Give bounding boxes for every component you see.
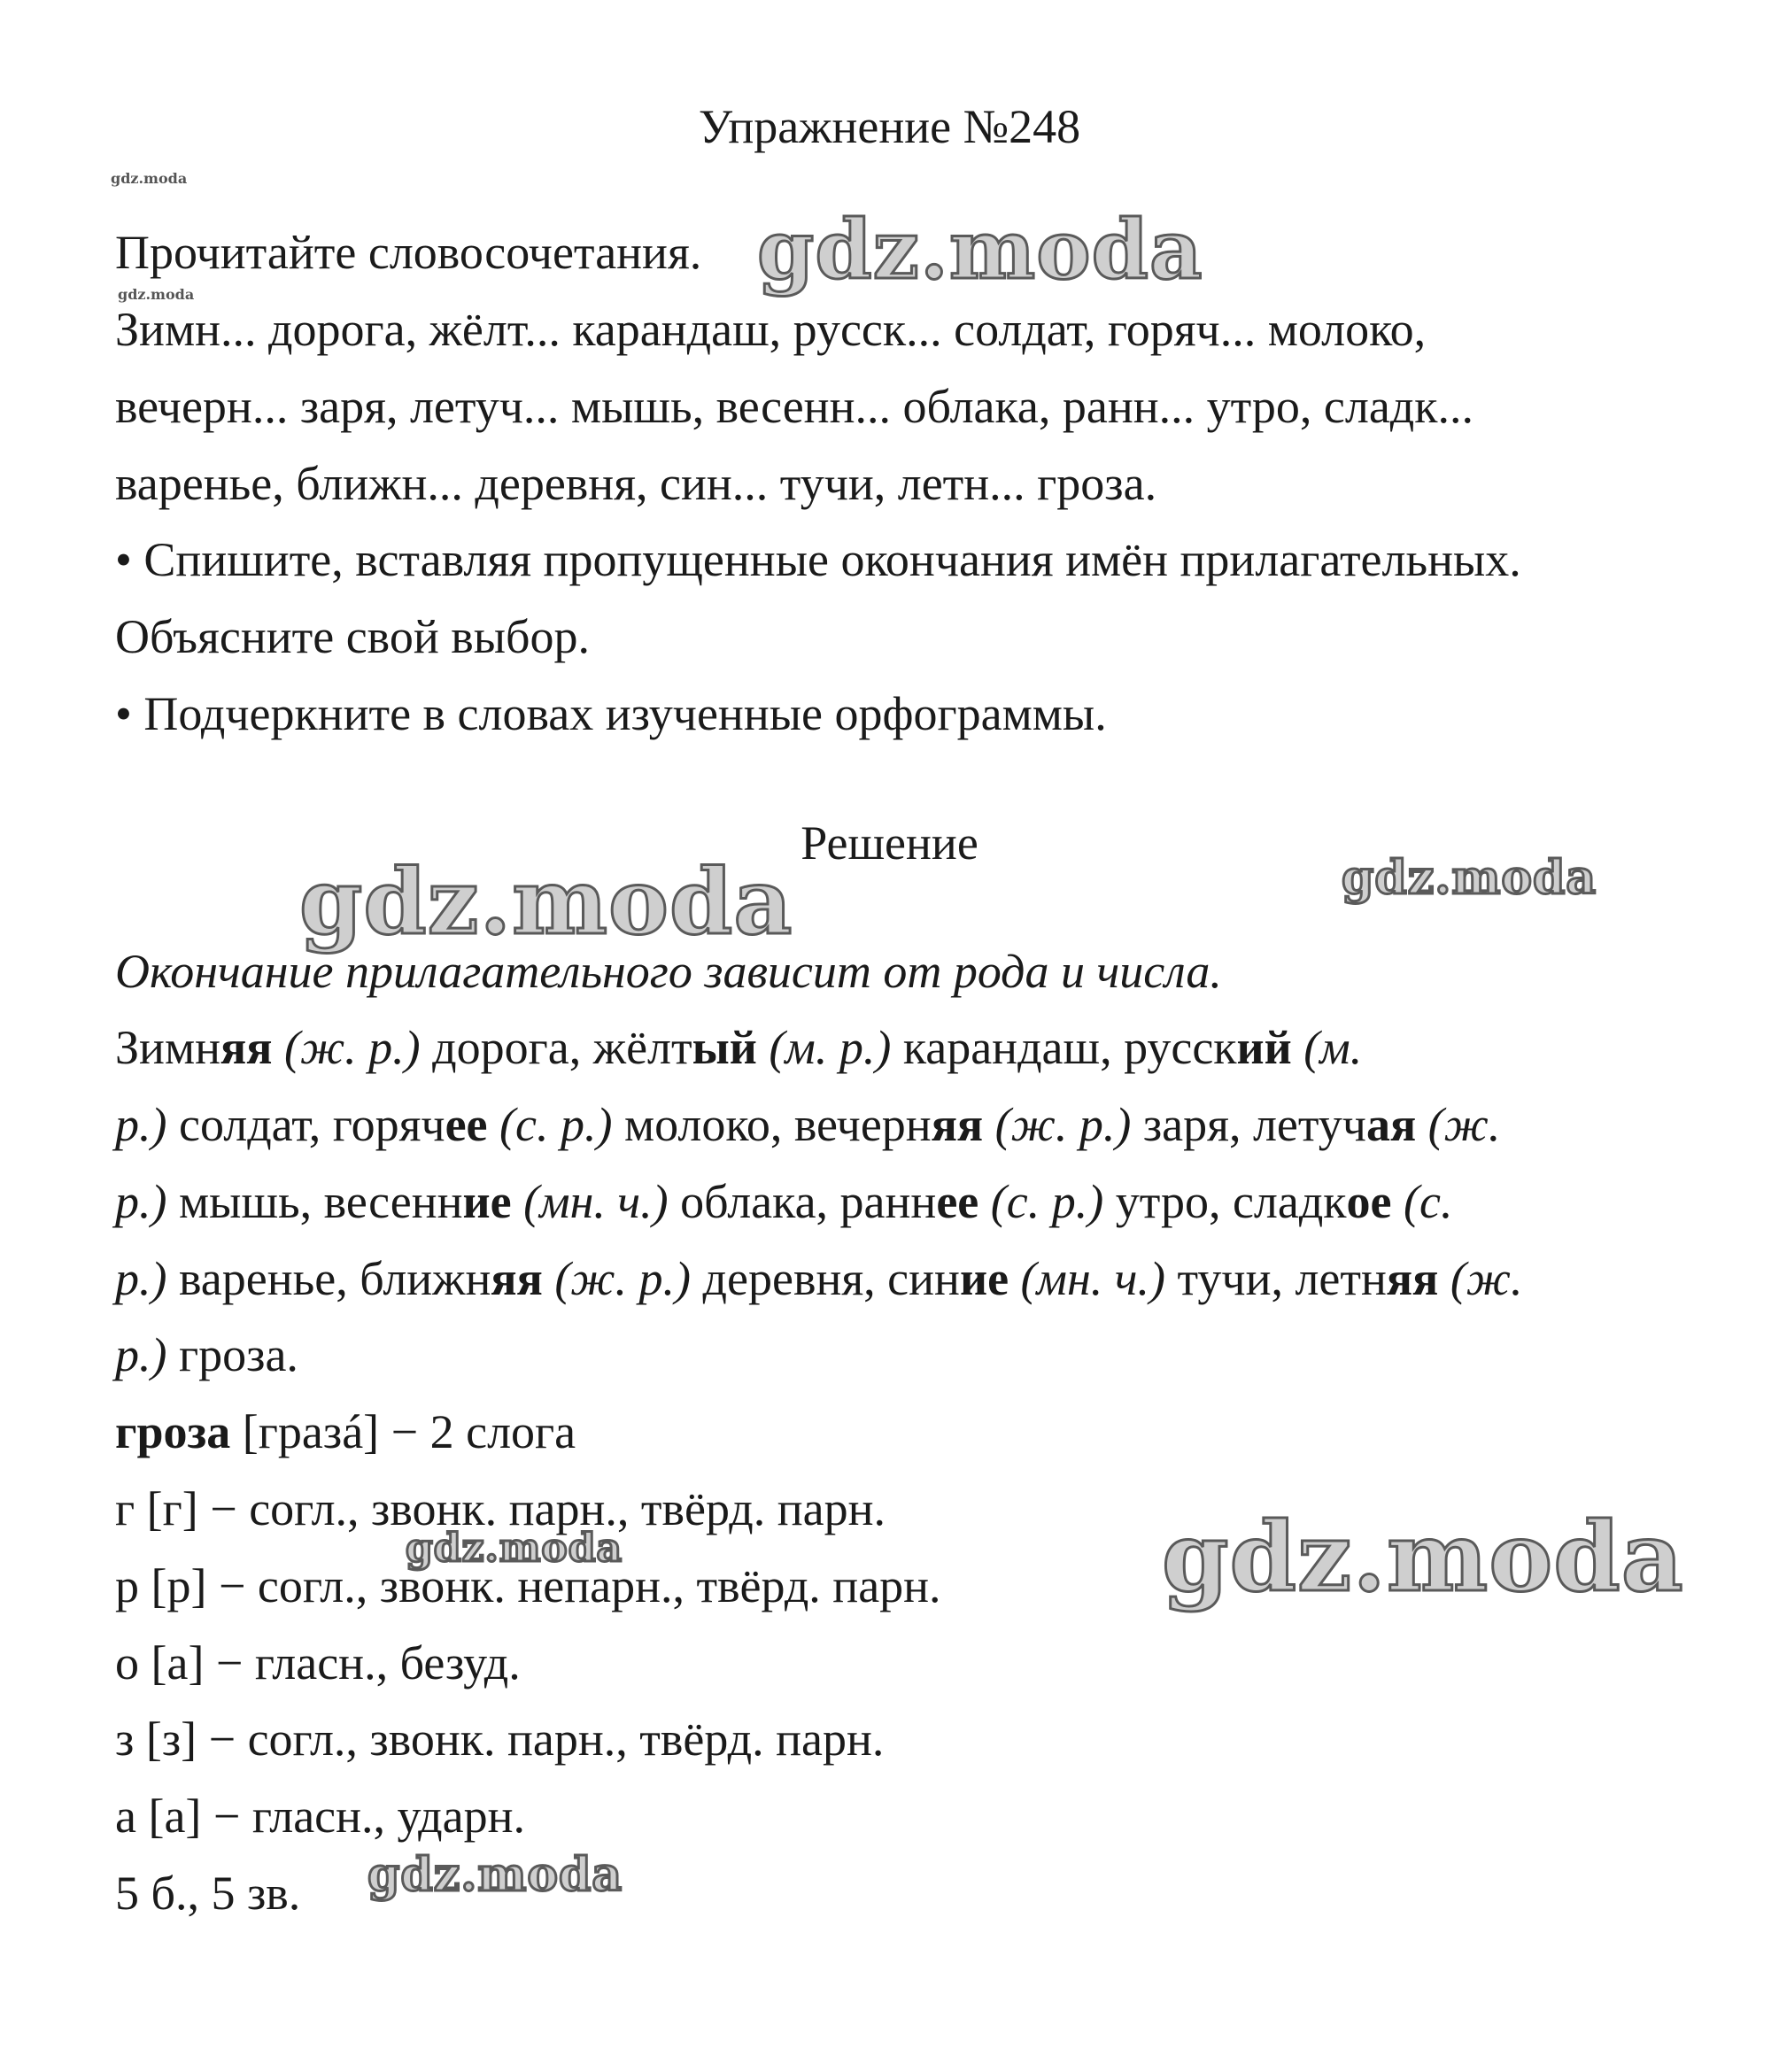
phonetic-summary: 5 б., 5 зв. — [115, 1867, 301, 1920]
solution-line — [115, 1252, 1523, 1305]
adjective-ending: ая — [1365, 1098, 1417, 1151]
gender-note: (м. — [1303, 1021, 1363, 1074]
phonetic-sound-5: а [а] − гласн., ударн. — [115, 1790, 525, 1843]
solution-text: мышь, весенн — [166, 1175, 463, 1228]
solution-text — [983, 1098, 995, 1151]
gender-note: (м. р.) — [769, 1021, 892, 1074]
solution-text — [1009, 1252, 1021, 1305]
adjective-ending: яя — [491, 1252, 543, 1305]
solution-text: дорога, жёлт — [420, 1021, 692, 1074]
solution-text — [1416, 1098, 1428, 1151]
solution-text: молоко, вечерн — [612, 1098, 932, 1151]
solution-text: варенье, ближн — [166, 1252, 491, 1305]
watermark-small: gdz.moda — [118, 286, 195, 303]
gender-note: (мн. ч.) — [523, 1175, 669, 1228]
gender-note: (ж. р.) — [994, 1098, 1132, 1151]
phonetic-transcription: [грaзá] − 2 слога — [230, 1405, 576, 1458]
gender-note: р.) — [115, 1098, 167, 1151]
solution-title: Решение — [801, 816, 978, 870]
solution-line — [115, 1175, 1453, 1228]
exercise-intro: Прочитайте словосочетания. — [115, 226, 702, 279]
exercise-task-1b: Объясните свой выбор. — [115, 610, 590, 663]
gender-note: р.) — [115, 1252, 167, 1305]
solution-text: тучи, летн — [1165, 1252, 1387, 1305]
phonetic-sound-4: з [з] − согл., звонк. парн., твёрд. парн. — [115, 1712, 885, 1766]
exercise-title: Упражнение №248 — [698, 100, 1081, 153]
gender-note: (с. — [1404, 1175, 1453, 1228]
watermark-logo: gdz.moda — [757, 202, 1203, 298]
gender-note: (с. р.) — [499, 1098, 613, 1151]
exercise-task-1: • Спишите, вставляя пропущенные окончания имён прилагательных. — [115, 533, 1521, 586]
adjective-ending: ие — [959, 1252, 1009, 1305]
solution-text: солдат, горяч — [166, 1098, 445, 1151]
watermark-logo: gdz.moda — [299, 849, 793, 955]
solution-text — [543, 1252, 555, 1305]
gender-note: р.) — [115, 1328, 167, 1381]
solution-text: заря, летуч — [1131, 1098, 1366, 1151]
adjective-ending: яя — [1386, 1252, 1439, 1305]
gender-note: (ж. р.) — [554, 1252, 692, 1305]
exercise-task-2: • Подчеркните в словах изученные орфограммы. — [115, 687, 1107, 740]
solution-text: облака, ранн — [668, 1175, 937, 1228]
solution-text — [272, 1021, 284, 1074]
adjective-ending: ее — [445, 1098, 488, 1151]
solution-line — [115, 1021, 1363, 1074]
gender-note: (ж. — [1427, 1098, 1501, 1151]
solution-text — [1292, 1021, 1304, 1074]
solution-text — [1392, 1175, 1404, 1228]
watermark-small: gdz.moda — [111, 170, 188, 187]
gender-note: (ж. — [1450, 1252, 1523, 1305]
solution-text: гроза. — [166, 1328, 298, 1381]
exercise-words-line-1: Зимн... дорога, жёлт... карандаш, русск... солдат, горяч... молоко, — [115, 303, 1427, 356]
phonetic-sound-1: г [г] − согл., звонк. парн., твёрд. парн. — [115, 1482, 886, 1535]
phonetic-sound-3: о [а] − гласн., безуд. — [115, 1636, 521, 1689]
phonetic-sound-2: р [р] − согл., звонк. непарн., твёрд. парн. — [115, 1559, 941, 1612]
adjective-ending: ее — [936, 1175, 979, 1228]
phonetic-word: гроза — [115, 1405, 231, 1458]
solution-text — [978, 1175, 991, 1228]
solution-text: деревня, син — [691, 1252, 960, 1305]
solution-text — [1438, 1252, 1450, 1305]
solution-text — [488, 1098, 500, 1151]
solution-text — [512, 1175, 524, 1228]
watermark-logo: gdz.moda — [406, 1526, 623, 1571]
solution-line — [115, 1328, 298, 1381]
gender-note: (ж. р.) — [283, 1021, 421, 1074]
adjective-ending: ый — [692, 1021, 757, 1074]
adjective-ending: яя — [220, 1021, 273, 1074]
solution-text: утро, сладк — [1103, 1175, 1347, 1228]
solution-text: Зимн — [115, 1021, 221, 1074]
exercise-words-line-2: вечерн... заря, летуч... мышь, весенн... облака, ранн... утро, сладк... — [115, 380, 1474, 433]
watermark-logo: gdz.moda — [367, 1848, 623, 1902]
solution-text: карандаш, русск — [891, 1021, 1237, 1074]
solution-line — [115, 1098, 1501, 1151]
gender-note: (мн. ч.) — [1020, 1252, 1166, 1305]
gender-note: (с. р.) — [990, 1175, 1104, 1228]
adjective-ending: ое — [1346, 1175, 1392, 1228]
adjective-ending: ие — [462, 1175, 512, 1228]
phonetic-header — [115, 1405, 576, 1458]
adjective-ending: яя — [931, 1098, 984, 1151]
solution-text — [757, 1021, 770, 1074]
gender-note: р.) — [115, 1175, 167, 1228]
watermark-logo: gdz.moda — [1342, 851, 1597, 905]
adjective-ending: ий — [1236, 1021, 1292, 1074]
exercise-words-line-3: варенье, ближн... деревня, син... тучи, летн... гроза. — [115, 457, 1157, 510]
watermark-logo: gdz.moda — [1162, 1502, 1684, 1613]
solution-rule: Окончание прилагательного зависит от рода и числа. — [115, 945, 1222, 998]
